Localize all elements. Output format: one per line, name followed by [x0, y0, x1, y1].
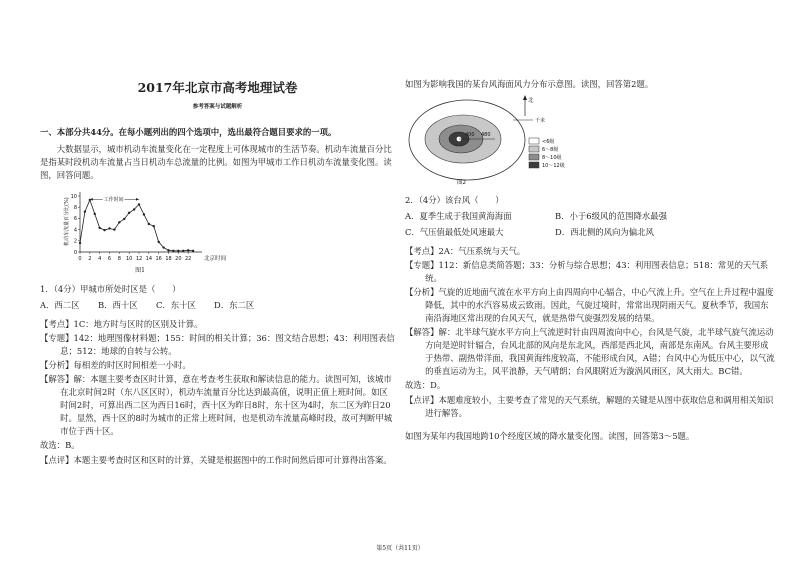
x-tick-label: 20	[175, 255, 182, 262]
data-point	[98, 227, 100, 229]
figure1-chart	[40, 186, 240, 266]
q1-jieda: 【解答】解：本题主要考查区时计算，意在考查考生获取和解读信息的能力。读图可知，该城市在北京时间2时（东八区区时），机动车流量百分比达到最高值，说明正值上班时间。如区时间2时，可算出西二区为西日16时，西十区为昨日8时，东十区为4时，东二区为昨日20时。显然，西十区的8时为城市的正常上班时间，也是机动车流量高峰时段，故可判断甲城市位于西十区。	[40, 374, 393, 437]
q1-zhuanti: 【专题】142：地理图像材料题；155：时间的相关计算；36：图文结合思想；43：利用图表信息；512：地球的自转与公转。	[40, 333, 395, 357]
figure2-svg	[405, 94, 605, 186]
x-tick-label: 18	[165, 255, 172, 262]
traffic-line	[80, 200, 193, 251]
figure2-legend	[529, 138, 565, 169]
page-title: 2017年北京市高考地理试卷	[137, 80, 298, 95]
x-tick-label: 14	[145, 255, 153, 262]
section-heading: 一、本部分共44分。在每小题列出的四个选项中，选出最符合题目要求的一项。	[40, 126, 337, 137]
x-axis-label: 北京时间	[204, 255, 227, 262]
x-tick-label: 10	[125, 255, 133, 262]
data-point	[89, 199, 91, 201]
q1-fenxi: 【分析】每相差的时区时间相差一小时。	[40, 360, 191, 371]
q2-options-row1	[405, 210, 775, 223]
data-point	[94, 213, 96, 215]
q2-stem: 2．（4分）该台风（ ）	[405, 195, 504, 206]
q2-dianping: 【点评】本题难度较小，主要考查了常见的天气系统，解题的关键是从图中获取信息和调用相关知识进行解答。	[405, 395, 774, 419]
x-tick-label: 6	[107, 255, 112, 262]
legend-item-2: 6～8级	[542, 147, 559, 154]
q2-zhuanti: 【专题】112：新信息类简答题；33：分析与综合思想；43：利用图表信息；518：常见的天气系统。	[405, 260, 769, 284]
q1-option-a[interactable]: A．西二区	[40, 300, 80, 311]
q1-stem: 1．（4分）甲城市所处时区是（ ）	[40, 284, 181, 295]
data-point	[157, 241, 159, 243]
data-point	[118, 221, 120, 223]
y-tick-label: 6	[73, 216, 77, 223]
q3-intro: 如图为某年内我国地跨10个经度区域的降水量变化图。读图，回答第3～5题。	[405, 431, 695, 442]
x-tick-label: 12	[135, 255, 143, 262]
data-point	[172, 250, 174, 252]
data-point	[133, 208, 135, 210]
page-subtitle: 参考答案与试题解析	[192, 104, 243, 111]
scale-label: 千米	[535, 118, 546, 125]
q1-dianping: 【点评】本题主要考查时区和区时的计算，关键是根据图中的工作时间然后即可计算得出答案。	[40, 455, 392, 466]
data-point	[143, 213, 145, 215]
data-point	[128, 212, 130, 214]
work-time-label: 工作时间	[103, 196, 124, 203]
q2-kaodian: 【考点】2A：气压系统与天气。	[405, 246, 526, 257]
page-footer: 第5页（共11页）	[376, 545, 424, 552]
y-tick-label: 4	[73, 227, 77, 234]
data-point	[153, 225, 155, 227]
ring-label-480: 480	[481, 132, 491, 139]
legend-item-3: 8～10级	[542, 155, 562, 162]
data-point	[177, 250, 179, 252]
q1-answer: 故选：B。	[40, 440, 80, 451]
y-axis-label: 机动车流量百分比(%)	[64, 197, 70, 246]
left-column	[40, 78, 395, 468]
legend-item-1: <6级	[542, 139, 555, 146]
figure2-caption: 图2	[457, 180, 466, 187]
q2-options-row2	[405, 226, 775, 239]
q1-options	[40, 299, 395, 312]
data-point	[103, 229, 105, 231]
data-point	[123, 218, 125, 220]
legend-item-4: 10～12级	[542, 163, 565, 170]
x-tick-label: 2	[88, 255, 92, 262]
ring-label-400: 400	[465, 132, 475, 139]
q2-option-c[interactable]: C．气压值最低处风速最大	[405, 227, 504, 238]
q2-intro: 如图为影响我国的某台风海面风力分布示意图。读图，回答第2题。	[405, 79, 654, 89]
data-point	[182, 250, 184, 252]
data-point	[79, 242, 81, 244]
data-point	[187, 249, 189, 251]
north-label: 北	[528, 98, 534, 105]
y-tick-label: 0	[73, 249, 77, 256]
q2-option-d[interactable]: D．西北侧的风向为偏北风	[555, 227, 654, 238]
data-point	[148, 223, 150, 225]
y-tick-label: 8	[73, 204, 77, 211]
data-point	[84, 210, 86, 212]
q1-option-d[interactable]: D．东二区	[214, 300, 255, 311]
y-tick-label: 10	[70, 193, 77, 200]
data-point	[138, 203, 140, 205]
q2-option-b[interactable]: B．小于6级风的范围降水最强	[555, 211, 667, 222]
x-tick-label: 22	[184, 255, 192, 262]
section-intro: 大数据显示，城市机动车流量变化在一定程度上可体现城市的生活节奏。机动车流量百分比是指某时段机动车流量占当日机动车总流量的比例。如图为甲城市工作日机动车流量变化图。读图，回答问题。	[40, 143, 392, 180]
q2-answer: 故选：D。	[405, 380, 446, 391]
x-tick-label: 4	[98, 255, 102, 262]
q2-option-a[interactable]: A．夏季生成于我国黄海海面	[405, 211, 512, 222]
q1-option-c[interactable]: C．东十区	[156, 300, 196, 311]
x-tick-label: 16	[155, 255, 162, 262]
q2-jieda: 【解答】解：北半球气旋水平方向上气流逆时针由四周流向中心，台风是气旋，北半球气旋气流运动方向是逆时针辐合，台风北部的风向是东北风，西部是西北风，南部是东南风。台风主要形成于热带、副热带洋面，我国黄海纬度较高，不能形成台风，A错；台风中心为低压中心，以气流的垂直运动为主，风平浪静，天气晴朗；台风眼附近为漩涡风雨区，风大雨大。BC错。	[405, 327, 775, 377]
x-tick-label: 8	[117, 255, 121, 262]
data-point	[192, 250, 194, 252]
q1-option-b[interactable]: B．西十区	[98, 300, 138, 311]
figure1-svg	[40, 186, 240, 266]
data-point	[162, 246, 164, 248]
q2-fenxi: 【分析】气旋的近地面气流在水平方向上由四周向中心辐合，中心气流上升。空气在上升过程中温度降低，其中的水汽容易成云致雨。因此，气旋过境时，常常出现阴雨天气。夏秋季节，我国东南沿海地区常出现的台风天气，就是热带气旋强烈发展的结果。	[405, 287, 774, 324]
right-column	[405, 78, 775, 445]
figure1-caption: 图1	[135, 266, 145, 274]
figure2-typhoon-diagram	[405, 94, 605, 186]
y-tick-label: 2	[73, 238, 77, 245]
data-point	[113, 228, 115, 230]
data-point	[167, 249, 169, 251]
q1-kaodian: 【考点】1C：地方时与区时的区别及计算。	[40, 319, 203, 330]
work-time-arrow-right	[136, 198, 139, 201]
data-point	[108, 227, 110, 229]
x-tick-label: 0	[78, 255, 82, 262]
